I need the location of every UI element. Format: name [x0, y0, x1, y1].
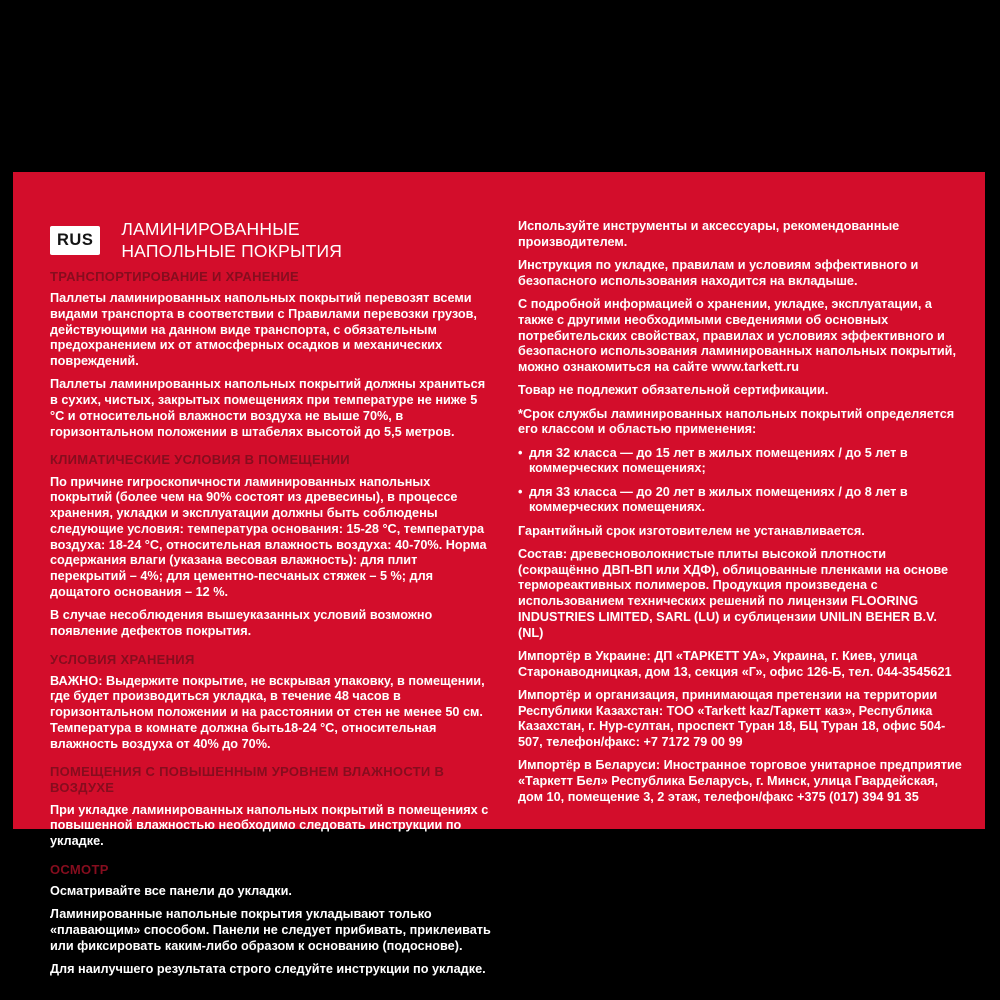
- bullet-class-33: [518, 485, 962, 517]
- section-heading-storage-conditions: УСЛОВИЯ ХРАНЕНИЯ: [50, 651, 195, 667]
- paragraph-service-life: *Срок службы ламинированных напольных покрытий определяется его классом и областью применения:: [518, 406, 955, 437]
- product-title-line2: НАПОЛЬНЫЕ ПОКРЫТИЯ: [121, 240, 343, 261]
- bullet-marker: •: [518, 484, 523, 499]
- paragraph-inspection-1: Осматривайте все панели до укладки.: [50, 883, 292, 898]
- paragraph-warranty: Гарантийный срок изготовителем не устанавливается.: [518, 523, 865, 538]
- paragraph-importer-ukraine: Импортёр в Украине: ДП «ТАРКЕТТ УА», Украина, г. Киев, улица Старонаводницкая, дом 13, секция «Г», офис 126-Б, тел. 044-3545621: [518, 648, 952, 679]
- paragraph-inspection-3: Для наилучшего результата строго следуйте инструкции по укладке.: [50, 961, 486, 976]
- paragraph-transport-2: Паллеты ламинированных напольных покрытий должны храниться в сухих, чистых, закрытых помещениях при температуре не ниже 5 °С и относительной влажности воздуха не выше 70%, в горизонтальном положении в штабелях высотой до 5,5 метров.: [50, 377, 486, 439]
- paragraph-transport-1: Паллеты ламинированных напольных покрытий перевозят всеми видами транспорта в соответствии с Правилами перевозки грузов, действующими на данном виде транспорта, с обязательным предохранением их от атмосферных осадков и механических повреждений.: [50, 291, 477, 369]
- paragraph-inspection-2: Ламинированные напольные покрытия укладывают только «плавающим» способом. Панели не следует прибивать, приклеивать или фиксировать каким-либо образом к основанию (подоснове).: [50, 907, 491, 953]
- left-column: [50, 219, 494, 985]
- paragraph-storage-important: ВАЖНО: Выдержите покрытие, не вскрывая упаковку, в помещении, где будет производиться укладка, в течение 48 часов в горизонтальном положении и на расстоянии от стен не менее 50 см. Температура в комнате должна быть18-24 °С, относительная влажность воздуха от 40% до 70%.: [50, 673, 485, 751]
- paragraph-importer-belarus: Импортёр в Беларуси: Иностранное торговое унитарное предприятие «Таркетт Бел» Республика Беларусь, г. Минск, улица Гвардейская, дом 10, помещение 3, 2 этаж, телефон/факс +375 (017) 394 91 35: [518, 758, 962, 804]
- section-heading-inspection: ОСМОТР: [50, 861, 109, 877]
- paragraph-climate-1: По причине гигроскопичности ламинированных напольных покрытий (более чем на 90% состоят из древесины), в процессе хранения, укладки и эксплуатации должны быть соблюдены следующие условия: температура основания: 15-28 °С, температура воздуха: 18-24 °С, относительная влажность воздуха: 40-70%. Норма содержания влаги (указана весовая влажность): для плит перекрытий – 4%; для цементно-песчаных стяжек – 5 %; для дощатого основания – 12 %.: [50, 474, 487, 599]
- label-header: [50, 219, 494, 262]
- bullet-class-33-text: для 33 класса — до 20 лет в жилых помещениях / до 8 лет в коммерческих помещениях.: [529, 484, 908, 515]
- paragraph-humidity: При укладке ламинированных напольных покрытий в помещениях с повышенной влажностью необходимо следовать инструкции по укладке.: [50, 802, 489, 849]
- product-title: [121, 219, 342, 262]
- paragraph-importer-kazakhstan: Импортёр и организация, принимающая претензии на территории Республики Казахстан: ТОО «Tarkett kaz/Таркетт каз», Республика Казахстан, г. Нур-султан, проспект Туран 18, БЦ Туран 18, офис 504-507, телефон/факс: +7 7172 79 00 99: [518, 687, 946, 749]
- section-heading-transport-storage: ТРАНСПОРТИРОВАНИЕ И ХРАНЕНИЕ: [50, 269, 300, 285]
- right-column: [518, 219, 962, 813]
- label-columns: [50, 219, 962, 985]
- paragraph-certification: Товар не подлежит обязательной сертификации.: [518, 383, 829, 398]
- paragraph-website-info: С подробной информацией о хранении, укладке, эксплуатации, а также с другими необходимыми сведениями об основных потребительских свойствах, правилах и условиях эффективного и безопасного использования ламинированных напольных покрытий, можно ознакомиться на сайте www.tarkett.ru: [518, 297, 956, 374]
- language-badge: RUS: [50, 226, 100, 254]
- paragraph-composition: Состав: древесноволокнистые плиты высокой плотности (сокращённо ДВП-ВП или ХДФ), облицованные пленками на основе термореактивных полимеров. Продукция произведена с использованием технических решений по лицензии FLOORING INDUSTRIES LIMITED, SARL (LU) и сублицензии UNILIN BEHER B.V. (NL): [518, 546, 949, 640]
- paragraph-instruction-insert: Инструкция по укладке, правилам и условиям эффективного и безопасного использования находится на вкладыше.: [518, 258, 919, 288]
- bullet-class-32: [518, 446, 962, 478]
- bullet-class-32-text: для 32 класса — до 15 лет в жилых помещениях / до 5 лет в коммерческих помещениях;: [529, 445, 908, 476]
- section-heading-high-humidity-rooms: ПОМЕЩЕНИЯ С ПОВЫШЕННЫМ УРОВНЕМ ВЛАЖНОСТИ В ВОЗДУХЕ: [50, 764, 445, 796]
- section-heading-climate-conditions: КЛИМАТИЧЕСКИЕ УСЛОВИЯ В ПОМЕЩЕНИИ: [50, 452, 350, 468]
- bullet-marker: •: [518, 445, 523, 460]
- product-title-line1: ЛАМИНИРОВАННЫЕ: [121, 219, 300, 239]
- paragraph-tools: Используйте инструменты и аксессуары, рекомендованные производителем.: [518, 219, 900, 249]
- instruction-label-panel: [13, 172, 985, 976]
- paragraph-climate-2: В случае несоблюдения вышеуказанных условий возможно появление дефектов покрытия.: [50, 608, 433, 638]
